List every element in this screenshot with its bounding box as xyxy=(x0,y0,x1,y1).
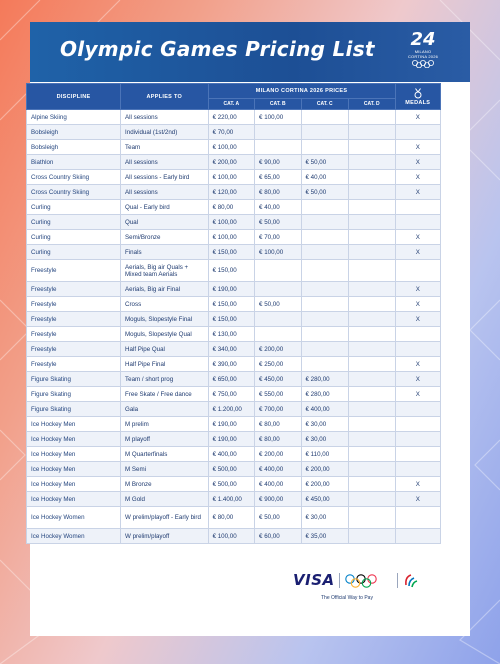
cell-cat-d xyxy=(349,185,395,200)
divider xyxy=(397,573,398,588)
cell-cat-d xyxy=(349,200,395,215)
cell-applies-to: M Bronze xyxy=(121,477,209,492)
cell-medals: X xyxy=(395,477,440,492)
cell-cat-a: € 190,00 xyxy=(208,282,254,297)
table-row xyxy=(27,230,441,245)
cell-cat-b: € 80,00 xyxy=(255,432,301,447)
cell-cat-a: € 220,00 xyxy=(208,110,254,125)
visa-logo: VISA xyxy=(293,571,335,589)
cell-discipline: Freestyle xyxy=(27,342,121,357)
cell-medals: X xyxy=(395,297,440,312)
header-cat-c: CAT. C xyxy=(301,99,349,110)
table-row xyxy=(27,200,441,215)
cell-medals xyxy=(395,215,440,230)
medal-icon xyxy=(413,88,423,99)
table-row xyxy=(27,245,441,260)
table-row xyxy=(27,477,441,492)
cell-cat-d xyxy=(349,260,395,282)
cell-applies-to: Team / short prog xyxy=(121,372,209,387)
cell-cat-a: € 70,00 xyxy=(208,125,254,140)
cell-cat-d xyxy=(349,245,395,260)
cell-cat-d xyxy=(349,110,395,125)
cell-cat-a: € 1.200,00 xyxy=(208,402,254,417)
cell-cat-a: € 400,00 xyxy=(208,447,254,462)
table-row xyxy=(27,402,441,417)
table-row xyxy=(27,170,441,185)
cell-cat-c xyxy=(301,282,349,297)
cell-cat-b xyxy=(255,260,301,282)
cell-cat-c: € 50,00 xyxy=(301,155,349,170)
cell-discipline: Curling xyxy=(27,215,121,230)
cell-cat-d xyxy=(349,462,395,477)
table-row xyxy=(27,110,441,125)
cell-applies-to: M Quarterfinals xyxy=(121,447,209,462)
cell-cat-c xyxy=(301,200,349,215)
pricing-table xyxy=(26,83,441,544)
cell-cat-b: € 80,00 xyxy=(255,417,301,432)
cell-medals xyxy=(395,200,440,215)
cell-medals xyxy=(395,327,440,342)
cell-medals: X xyxy=(395,372,440,387)
cell-medals xyxy=(395,447,440,462)
cell-discipline: Ice Hockey Men xyxy=(27,477,121,492)
table-row xyxy=(27,387,441,402)
cell-cat-b: € 400,00 xyxy=(255,462,301,477)
cell-medals xyxy=(395,417,440,432)
table-row xyxy=(27,529,441,544)
cell-cat-c xyxy=(301,110,349,125)
cell-cat-a: € 100,00 xyxy=(208,215,254,230)
cell-discipline: Freestyle xyxy=(27,297,121,312)
cell-cat-c: € 200,00 xyxy=(301,462,349,477)
table-row xyxy=(27,507,441,529)
cell-discipline: Cross Country Skiing xyxy=(27,185,121,200)
cell-cat-a: € 150,00 xyxy=(208,245,254,260)
table-row xyxy=(27,297,441,312)
cell-cat-a: € 100,00 xyxy=(208,230,254,245)
cell-cat-d xyxy=(349,417,395,432)
cell-cat-a: € 340,00 xyxy=(208,342,254,357)
cell-cat-c: € 280,00 xyxy=(301,372,349,387)
cell-cat-b xyxy=(255,282,301,297)
table-row xyxy=(27,417,441,432)
table-row xyxy=(27,492,441,507)
table-row xyxy=(27,125,441,140)
cell-applies-to: Qual - Early bird xyxy=(121,200,209,215)
cell-applies-to: Team xyxy=(121,140,209,155)
cell-cat-b xyxy=(255,125,301,140)
cell-cat-a: € 120,00 xyxy=(208,185,254,200)
table-row xyxy=(27,327,441,342)
cell-cat-a: € 500,00 xyxy=(208,462,254,477)
cell-cat-a: € 80,00 xyxy=(208,507,254,529)
cell-cat-c: € 280,00 xyxy=(301,387,349,402)
cell-applies-to: M prelim xyxy=(121,417,209,432)
cell-cat-b: € 50,00 xyxy=(255,507,301,529)
table-row xyxy=(27,312,441,327)
cell-cat-d xyxy=(349,492,395,507)
cell-cat-d xyxy=(349,432,395,447)
cell-cat-c: € 30,00 xyxy=(301,507,349,529)
cell-cat-b: € 90,00 xyxy=(255,155,301,170)
cell-applies-to: M playoff xyxy=(121,432,209,447)
cell-cat-a: € 150,00 xyxy=(208,312,254,327)
olympic-rings-icon xyxy=(344,574,378,588)
cell-medals: X xyxy=(395,357,440,372)
cell-cat-c: € 40,00 xyxy=(301,170,349,185)
cell-medals xyxy=(395,529,440,544)
cell-cat-a: € 500,00 xyxy=(208,477,254,492)
page-title: Olympic Games Pricing List xyxy=(60,37,375,61)
paralympic-agitos-icon xyxy=(403,573,419,589)
table-row xyxy=(27,260,441,282)
cell-discipline: Freestyle xyxy=(27,282,121,297)
logo-mark: 24 xyxy=(410,29,436,50)
cell-cat-c: € 200,00 xyxy=(301,477,349,492)
cell-cat-a: € 190,00 xyxy=(208,417,254,432)
cell-applies-to: All sessions xyxy=(121,185,209,200)
cell-discipline: Ice Hockey Women xyxy=(27,529,121,544)
cell-medals xyxy=(395,342,440,357)
cell-applies-to: Moguls, Slopestyle Qual xyxy=(121,327,209,342)
cell-medals xyxy=(395,402,440,417)
cell-cat-b: € 100,00 xyxy=(255,245,301,260)
cell-applies-to: Aerials, Big air Final xyxy=(121,282,209,297)
cell-applies-to: Moguls, Slopestyle Final xyxy=(121,312,209,327)
cell-applies-to: Cross xyxy=(121,297,209,312)
cell-cat-b: € 450,00 xyxy=(255,372,301,387)
table-row xyxy=(27,282,441,297)
cell-cat-c xyxy=(301,215,349,230)
cell-cat-c: € 35,00 xyxy=(301,529,349,544)
cell-cat-d xyxy=(349,140,395,155)
cell-cat-b: € 200,00 xyxy=(255,342,301,357)
cell-cat-d xyxy=(349,297,395,312)
cell-medals xyxy=(395,462,440,477)
cell-cat-c: € 110,00 xyxy=(301,447,349,462)
cell-discipline: Cross Country Skiing xyxy=(27,170,121,185)
cell-cat-c xyxy=(301,312,349,327)
cell-discipline: Freestyle xyxy=(27,260,121,282)
cell-cat-d xyxy=(349,215,395,230)
cell-applies-to: Individual (1st/2nd) xyxy=(121,125,209,140)
cell-applies-to: Aerials, Big air Quals + Mixed team Aerials xyxy=(121,260,209,282)
cell-cat-b: € 65,00 xyxy=(255,170,301,185)
header-discipline: DISCIPLINE xyxy=(27,84,121,110)
cell-cat-b: € 900,00 xyxy=(255,492,301,507)
cell-cat-d xyxy=(349,529,395,544)
table-row xyxy=(27,432,441,447)
cell-medals: X xyxy=(395,185,440,200)
table-row xyxy=(27,357,441,372)
table-row xyxy=(27,155,441,170)
cell-discipline: Ice Hockey Women xyxy=(27,507,121,529)
cell-cat-a: € 100,00 xyxy=(208,529,254,544)
cell-cat-a: € 190,00 xyxy=(208,432,254,447)
cell-cat-a: € 200,00 xyxy=(208,155,254,170)
cell-cat-b: € 200,00 xyxy=(255,447,301,462)
header-price-group: MILANO CORTINA 2026 PRICES xyxy=(208,84,395,99)
cell-cat-d xyxy=(349,507,395,529)
cell-cat-a: € 150,00 xyxy=(208,260,254,282)
cell-applies-to: M Semi xyxy=(121,462,209,477)
header-cat-b: CAT. B xyxy=(255,99,301,110)
header-applies-to: APPLIES TO xyxy=(121,84,209,110)
cell-discipline: Ice Hockey Men xyxy=(27,417,121,432)
cell-cat-c: € 450,00 xyxy=(301,492,349,507)
cell-cat-c xyxy=(301,342,349,357)
cell-cat-d xyxy=(349,402,395,417)
cell-discipline: Ice Hockey Men xyxy=(27,492,121,507)
cell-cat-c xyxy=(301,260,349,282)
cell-cat-b xyxy=(255,312,301,327)
cell-medals: X xyxy=(395,110,440,125)
table-row xyxy=(27,342,441,357)
cell-applies-to: W prelim/playoff xyxy=(121,529,209,544)
cell-cat-b: € 400,00 xyxy=(255,477,301,492)
header-cat-a: CAT. A xyxy=(208,99,254,110)
cell-cat-c: € 30,00 xyxy=(301,417,349,432)
cell-medals: X xyxy=(395,230,440,245)
cell-discipline: Ice Hockey Men xyxy=(27,462,121,477)
cell-cat-a: € 750,00 xyxy=(208,387,254,402)
cell-cat-c: € 400,00 xyxy=(301,402,349,417)
table-row xyxy=(27,140,441,155)
cell-cat-b: € 70,00 xyxy=(255,230,301,245)
cell-cat-d xyxy=(349,477,395,492)
cell-applies-to: Finals xyxy=(121,245,209,260)
cell-discipline: Freestyle xyxy=(27,357,121,372)
cell-cat-c xyxy=(301,327,349,342)
milano-cortina-logo xyxy=(406,31,440,68)
cell-medals: X xyxy=(395,245,440,260)
cell-cat-d xyxy=(349,125,395,140)
cell-discipline: Alpine Skiing xyxy=(27,110,121,125)
cell-medals: X xyxy=(395,170,440,185)
cell-medals xyxy=(395,260,440,282)
cell-cat-d xyxy=(349,357,395,372)
cell-cat-d xyxy=(349,372,395,387)
table-body xyxy=(27,110,441,544)
table-row xyxy=(27,447,441,462)
cell-cat-c xyxy=(301,357,349,372)
visa-tagline: The Official Way to Pay xyxy=(321,595,373,601)
cell-applies-to: Gala xyxy=(121,402,209,417)
cell-cat-b: € 250,00 xyxy=(255,357,301,372)
olympic-rings-icon xyxy=(411,60,435,68)
cell-applies-to: Half Pipe Final xyxy=(121,357,209,372)
cell-applies-to: All sessions - Early bird xyxy=(121,170,209,185)
cell-cat-a: € 130,00 xyxy=(208,327,254,342)
sponsor-footer xyxy=(293,571,418,611)
cell-discipline: Figure Skating xyxy=(27,372,121,387)
cell-applies-to: Half Pipe Qual xyxy=(121,342,209,357)
table-row xyxy=(27,185,441,200)
cell-applies-to: M Gold xyxy=(121,492,209,507)
title-banner xyxy=(30,22,470,82)
cell-cat-b xyxy=(255,140,301,155)
cell-applies-to: Free Skate / Free dance xyxy=(121,387,209,402)
cell-cat-d xyxy=(349,155,395,170)
cell-discipline: Bobsleigh xyxy=(27,125,121,140)
cell-cat-c: € 50,00 xyxy=(301,185,349,200)
cell-cat-b: € 700,00 xyxy=(255,402,301,417)
cell-applies-to: Qual xyxy=(121,215,209,230)
cell-discipline: Curling xyxy=(27,245,121,260)
cell-cat-c: € 30,00 xyxy=(301,432,349,447)
cell-discipline: Figure Skating xyxy=(27,387,121,402)
cell-cat-d xyxy=(349,230,395,245)
cell-cat-a: € 100,00 xyxy=(208,170,254,185)
header-medals xyxy=(395,84,440,110)
cell-cat-d xyxy=(349,170,395,185)
cell-cat-b: € 60,00 xyxy=(255,529,301,544)
cell-discipline: Ice Hockey Men xyxy=(27,432,121,447)
cell-discipline: Freestyle xyxy=(27,327,121,342)
cell-medals xyxy=(395,125,440,140)
cell-medals: X xyxy=(395,387,440,402)
cell-applies-to: All sessions xyxy=(121,155,209,170)
table-row xyxy=(27,215,441,230)
cell-discipline: Freestyle xyxy=(27,312,121,327)
cell-cat-a: € 1.400,00 xyxy=(208,492,254,507)
cell-cat-a: € 150,00 xyxy=(208,297,254,312)
cell-cat-b: € 40,00 xyxy=(255,200,301,215)
cell-cat-c xyxy=(301,230,349,245)
cell-discipline: Curling xyxy=(27,200,121,215)
cell-cat-c xyxy=(301,245,349,260)
cell-cat-d xyxy=(349,447,395,462)
cell-medals: X xyxy=(395,140,440,155)
cell-medals: X xyxy=(395,492,440,507)
cell-discipline: Curling xyxy=(27,230,121,245)
logo-subtitle: MILANO CORTINA 2026 xyxy=(407,49,439,59)
cell-discipline: Bobsleigh xyxy=(27,140,121,155)
header-medals-label: MEDALS xyxy=(405,99,431,106)
cell-cat-a: € 100,00 xyxy=(208,140,254,155)
cell-cat-a: € 650,00 xyxy=(208,372,254,387)
cell-applies-to: All sessions xyxy=(121,110,209,125)
cell-cat-c xyxy=(301,297,349,312)
cell-cat-d xyxy=(349,312,395,327)
cell-discipline: Figure Skating xyxy=(27,402,121,417)
cell-cat-b: € 50,00 xyxy=(255,297,301,312)
cell-discipline: Ice Hockey Men xyxy=(27,447,121,462)
cell-medals: X xyxy=(395,155,440,170)
cell-applies-to: W prelim/playoff - Early bird xyxy=(121,507,209,529)
cell-medals: X xyxy=(395,312,440,327)
cell-cat-d xyxy=(349,282,395,297)
cell-cat-d xyxy=(349,342,395,357)
cell-cat-a: € 80,00 xyxy=(208,200,254,215)
cell-discipline: Biathlon xyxy=(27,155,121,170)
table-row xyxy=(27,372,441,387)
cell-cat-d xyxy=(349,327,395,342)
cell-cat-c xyxy=(301,125,349,140)
cell-medals: X xyxy=(395,282,440,297)
cell-cat-b: € 50,00 xyxy=(255,215,301,230)
cell-cat-a: € 390,00 xyxy=(208,357,254,372)
cell-cat-d xyxy=(349,387,395,402)
cell-cat-b: € 100,00 xyxy=(255,110,301,125)
cell-cat-b: € 550,00 xyxy=(255,387,301,402)
header-cat-d: CAT. D xyxy=(349,99,395,110)
cell-medals xyxy=(395,507,440,529)
cell-cat-c xyxy=(301,140,349,155)
cell-cat-b: € 80,00 xyxy=(255,185,301,200)
cell-applies-to: Semi/Bronze xyxy=(121,230,209,245)
cell-cat-b xyxy=(255,327,301,342)
divider xyxy=(339,573,340,588)
cell-medals xyxy=(395,432,440,447)
table-row xyxy=(27,462,441,477)
